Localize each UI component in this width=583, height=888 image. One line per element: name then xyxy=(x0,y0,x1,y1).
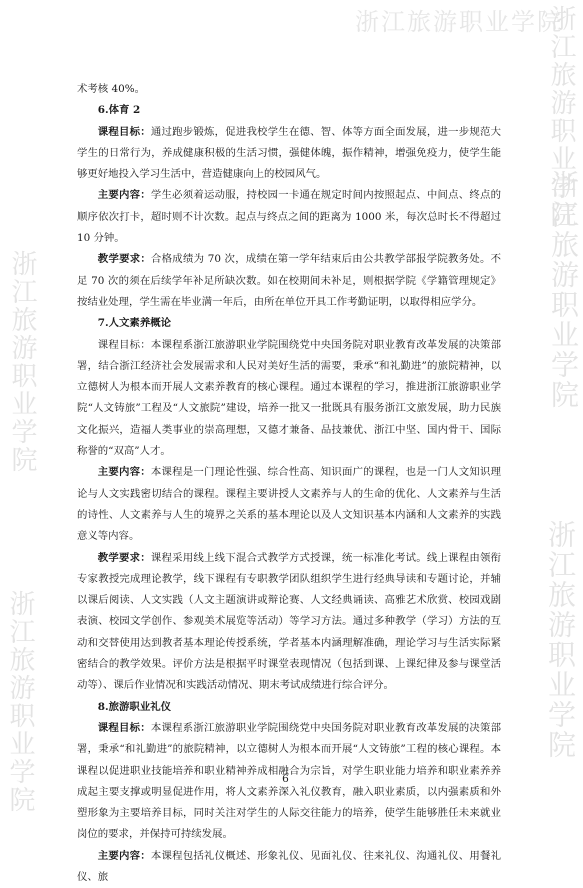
paragraph-label: 主要内容： xyxy=(97,189,151,202)
paragraph-text: 合格成绩为 70 次，成绩在第一学年结束后由公共教学部报学院教务处。不足 70 次的须在后续学年补足所缺次数。如在校期间未补足，则根据学院《学籍管理规定》按结业处理，学生需在毕业满一年后，由所在单位开具工作考勤证明，以取得相应学分。 xyxy=(77,253,502,308)
watermark-left-2: 浙江旅游职业学院 xyxy=(5,590,35,814)
watermark-right-1: 浙江旅游职业学院 xyxy=(546,5,576,229)
section-heading-humanities: 7.人文素养概论 xyxy=(97,317,171,330)
watermark-right-2: 浙江旅游职业学院 xyxy=(547,170,580,410)
paragraph-text: 通过跑步锻炼，促进我校学生在德、智、体等方面全面发展，进一步规范大学生的日常行为，养成健康积极的生活习惯，强健体魄，振作精神，增强免疫力，使学生能够更好地投入学习生活中，营造健康向上的校园风气。 xyxy=(77,125,502,181)
paragraph-text: 本课程是一门理论性强、综合性高、知识面广的课程，也是一门人文知识理论与人文实践密切结合的课程。课程主要讲授人文素养与人的生命的优化、人文素养与生活的诗性、人文素养与人生的境界之关系的基本理论以及人文知识基本内涵和人文素养的实践意义等内容。 xyxy=(77,466,502,543)
paragraph-label: 教学要求： xyxy=(97,253,152,266)
paragraph xyxy=(77,249,501,313)
continuation-line: 术考核 40%。 xyxy=(77,83,145,95)
paragraph-label: 课程目标： xyxy=(97,125,151,138)
paragraph-label: 主要内容： xyxy=(97,466,151,479)
paragraph-label: 主要内容： xyxy=(97,849,151,862)
paragraph xyxy=(77,185,501,249)
paragraph xyxy=(77,335,501,463)
paragraph-text: 本课程系浙江旅游职业学院围绕党中央国务院对职业教育改革发展的决策部署，秉承“和礼勤进”的旅院精神，以立德树人为根本而开展“人文铸旅”工程的核心课程。本课程以促进职业技能培养和职业精神养成相融合为宗旨，对学生职业能力培养和职业素养养成起主要支撑或明显促进作用，将人文素养深入礼仪教育，融入职业素质，以内强素质和外塑形象为主要培养目标，同时关注对学生的人际交往能力的培养，使学生能够胜任未来就业岗位的要求，并保持可持续发展。 xyxy=(77,721,502,841)
paragraph-label: 课程目标： xyxy=(97,338,151,351)
paragraph-text: 课程采用线上线下混合式教学方式授课，统一标准化考试。线上课程由领衔专家教授完成理论教学，线下课程有专职教学团队组织学生进行经典导读和专题讨论，并辅以课后阅读、人文实践（人文主题演讲或辩论赛、人文经典诵读、高雅艺术欣赏、校园戏剧表演、校园文学创作、参观美术展览等活动）等学习方法。通过多种教学（学习）方法的互动和交替使用达到教者基本理论传授系统，学者基本内涵理解准确，理论学习与生活实际紧密结合的教学效果。评价方法是根据平时课堂表现情况（包括到课、上课纪律及参与课堂活动等）、课后作业情况和实践活动情况、期末考试成绩进行综合评分。 xyxy=(77,551,502,692)
paragraph xyxy=(77,548,501,697)
section-heading-etiquette: 8.旅游职业礼仪 xyxy=(97,700,171,713)
paragraph-label: 课程目标： xyxy=(97,721,151,734)
paragraph xyxy=(77,122,501,186)
paragraph-text: 本课程系浙江旅游职业学院围绕党中央国务院对职业教育改革发展的决策部署，结合浙江经济社会发展需求和人民对美好生活的需要，秉承“和礼勤进”的旅院精神，以立德树人为根本而开展人文素养教育的核心课程。通过本课程的学习，推进浙江旅游职业学院“人文铸旅”工程及“人文旅院”建设，培养一批又一批既具有服务浙江文旅发展，助力民族文化振兴，造福人类事业的崇高理想，又德才兼备、品技兼优、浙江中坚、国内骨干、国际称誉的“双高”人才。 xyxy=(77,338,502,458)
watermark-top: 浙江旅游职业学院 xyxy=(355,8,563,36)
watermark-right-3: 浙江旅游职业学院 xyxy=(544,520,577,760)
page-number: 6 xyxy=(282,773,289,785)
section-heading-pe: 6.体育 2 xyxy=(97,104,141,117)
paragraph-text: 学生必须着运动服，持校园一卡通在规定时间内按照起点、中间点、终点的顺序依次打卡，超时则不计次数。起点与终点之间的距离为 1000 米，每次总时长不得超过 10 分钟。 xyxy=(77,189,502,245)
paragraph-label: 教学要求： xyxy=(97,551,151,564)
watermark-left-1: 浙江旅游职业学院 xyxy=(7,250,37,474)
document-body xyxy=(77,79,501,888)
paragraph xyxy=(77,462,501,547)
paragraph xyxy=(77,846,501,888)
paragraph-text: 本课程包括礼仪概述、形象礼仪、见面礼仪、往来礼仪、沟通礼仪、用餐礼仪、旅 xyxy=(77,849,502,883)
